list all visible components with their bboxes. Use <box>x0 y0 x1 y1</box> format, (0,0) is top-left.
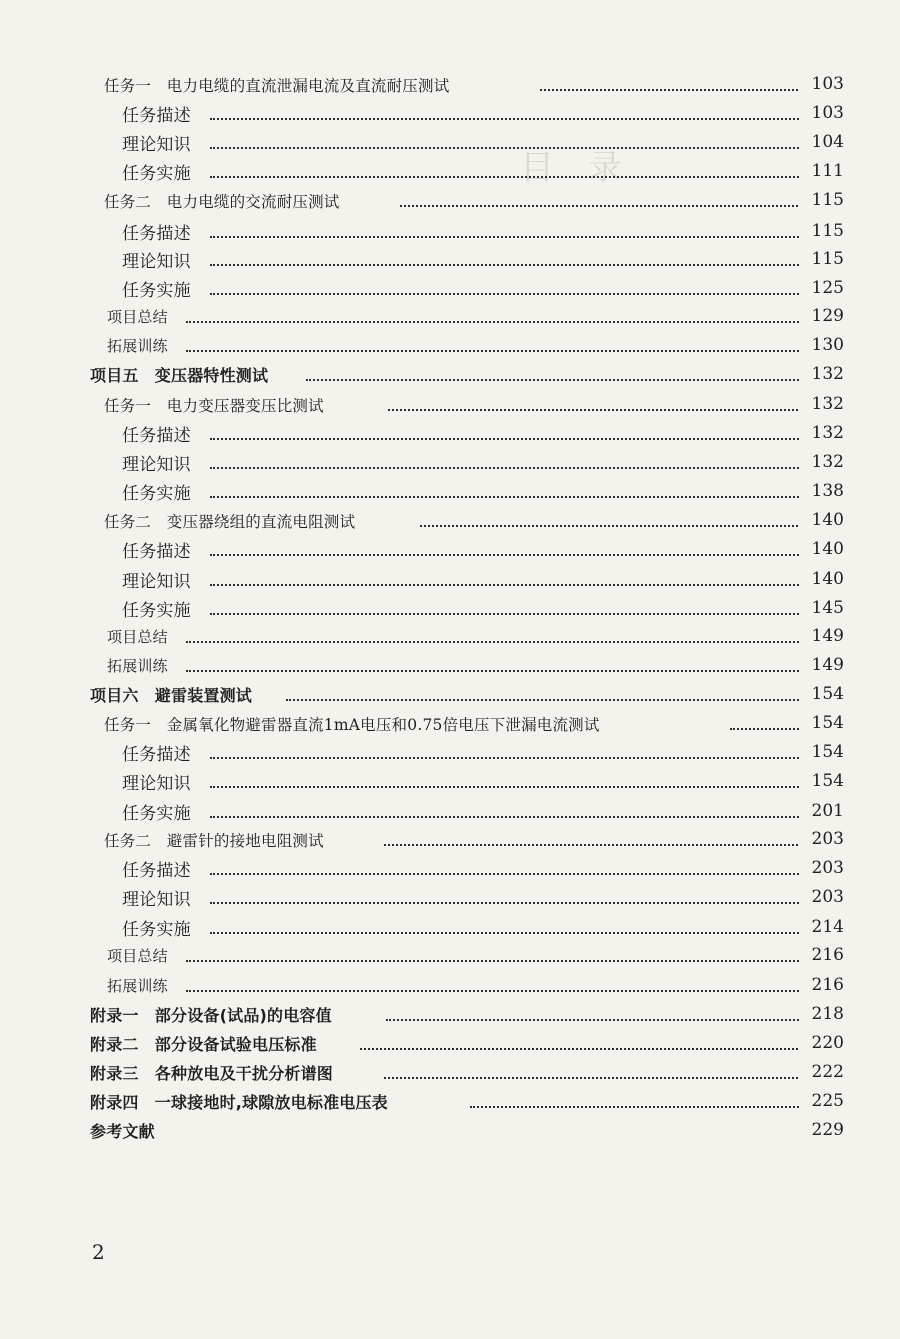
toc-entry-title[interactable]: 理论知识 <box>122 245 191 274</box>
toc-page-number: 222 <box>800 1058 844 1087</box>
toc-entry-title[interactable]: 理论知识 <box>122 128 191 157</box>
toc-entry-title[interactable]: 理论知识 <box>122 448 191 477</box>
toc-page-number: 154 <box>800 767 844 796</box>
toc-entry-title[interactable]: 任务二 电力电缆的交流耐压测试 <box>104 186 340 215</box>
toc-entry-title[interactable]: 项目总结 <box>107 622 168 651</box>
toc-page-number: 154 <box>800 680 844 709</box>
toc-entry-title[interactable]: 任务描述 <box>122 535 191 564</box>
toc-page-number: 132 <box>800 390 844 419</box>
toc-entry-title[interactable]: 任务实施 <box>122 913 191 942</box>
bleed-through-text: 目 录 <box>520 148 622 188</box>
toc-entry-title[interactable]: 项目总结 <box>107 302 168 331</box>
toc-entry-title[interactable]: 项目五 变压器特性测试 <box>90 360 268 389</box>
toc-page-number: 140 <box>800 565 844 594</box>
toc-page-number: 104 <box>800 128 844 157</box>
toc-entry-title[interactable]: 任务一 金属氧化物避雷器直流1mA电压和0.75倍电压下泄漏电流测试 <box>104 709 600 738</box>
toc-page-number: 216 <box>800 941 844 970</box>
toc-entry-title[interactable]: 理论知识 <box>122 767 191 796</box>
toc-page-number: 149 <box>800 622 844 651</box>
toc-entry-title[interactable]: 任务描述 <box>122 99 191 128</box>
toc-page-number: 103 <box>800 99 844 128</box>
toc-entry-title[interactable]: 附录一 部分设备(试品)的电容值 <box>90 1000 332 1029</box>
toc-entry-title[interactable]: 拓展训练 <box>107 971 168 1000</box>
toc-entry-title[interactable]: 理论知识 <box>122 883 191 912</box>
toc-page-number: 115 <box>800 217 844 246</box>
toc-page-number: 203 <box>800 854 844 883</box>
toc-entry-title[interactable]: 项目总结 <box>107 941 168 970</box>
toc-entry-title[interactable]: 任务实施 <box>122 274 191 303</box>
toc-entry-title[interactable]: 任务一 电力变压器变压比测试 <box>104 390 324 419</box>
toc-entry-title[interactable]: 任务一 电力电缆的直流泄漏电流及直流耐压测试 <box>104 70 449 99</box>
toc-entry-title[interactable]: 任务实施 <box>122 594 191 623</box>
toc-entry-title[interactable]: 参考文献 <box>90 1116 155 1145</box>
toc-page-number: 203 <box>800 825 844 854</box>
toc-page-number: 115 <box>800 245 844 274</box>
toc-page-number: 216 <box>800 971 844 1000</box>
toc-entry-title[interactable]: 附录四 一球接地时,球隙放电标准电压表 <box>90 1087 388 1116</box>
toc-entry-title[interactable]: 理论知识 <box>122 565 191 594</box>
toc-page-number: 154 <box>800 738 844 767</box>
toc-entry-title[interactable]: 任务实施 <box>122 477 191 506</box>
toc-row[interactable] <box>0 1116 900 1145</box>
toc-page-number: 145 <box>800 594 844 623</box>
toc-entry-title[interactable]: 拓展训练 <box>107 651 168 680</box>
toc-page-number: 111 <box>800 157 844 186</box>
toc-page-number: 225 <box>800 1087 844 1116</box>
toc-page-number: 149 <box>800 651 844 680</box>
toc-page-number: 132 <box>800 448 844 477</box>
toc-entry-title[interactable]: 拓展训练 <box>107 331 168 360</box>
toc-entry-title[interactable]: 任务实施 <box>122 797 191 826</box>
toc-page-number: 132 <box>800 360 844 389</box>
toc-row[interactable] <box>0 1087 900 1116</box>
toc-entry-title[interactable]: 任务二 避雷针的接地电阻测试 <box>104 825 324 854</box>
toc-entry-title[interactable]: 任务实施 <box>122 157 191 186</box>
toc-page-number: 140 <box>800 535 844 564</box>
toc-page-number: 201 <box>800 797 844 826</box>
toc-page-number: 129 <box>800 302 844 331</box>
toc-entry-title[interactable]: 附录二 部分设备试验电压标准 <box>90 1029 317 1058</box>
toc-entry-title[interactable]: 项目六 避雷装置测试 <box>90 680 252 709</box>
toc-page-number: 154 <box>800 709 844 738</box>
toc-page-number: 218 <box>800 1000 844 1029</box>
toc-page-number: 220 <box>800 1029 844 1058</box>
toc-page-number: 125 <box>800 274 844 303</box>
toc-entry-title[interactable]: 任务描述 <box>122 854 191 883</box>
toc-page-number: 229 <box>800 1116 844 1145</box>
toc-entry-title[interactable]: 任务描述 <box>122 217 191 246</box>
toc-page-number: 132 <box>800 419 844 448</box>
toc-page-number: 214 <box>800 913 844 942</box>
page-footer-number: 2 <box>92 1240 105 1264</box>
toc-page-number: 138 <box>800 477 844 506</box>
toc-page-number: 115 <box>800 186 844 215</box>
toc-page-number: 130 <box>800 331 844 360</box>
toc-page-number: 203 <box>800 883 844 912</box>
toc-entry-title[interactable]: 任务描述 <box>122 738 191 767</box>
toc-entry-title[interactable]: 附录三 各种放电及干扰分析谱图 <box>90 1058 333 1087</box>
toc-page-number: 140 <box>800 506 844 535</box>
toc-entry-title[interactable]: 任务描述 <box>122 419 191 448</box>
toc-entry-title[interactable]: 任务二 变压器绕组的直流电阻测试 <box>104 506 355 535</box>
toc-page-number: 103 <box>800 70 844 99</box>
